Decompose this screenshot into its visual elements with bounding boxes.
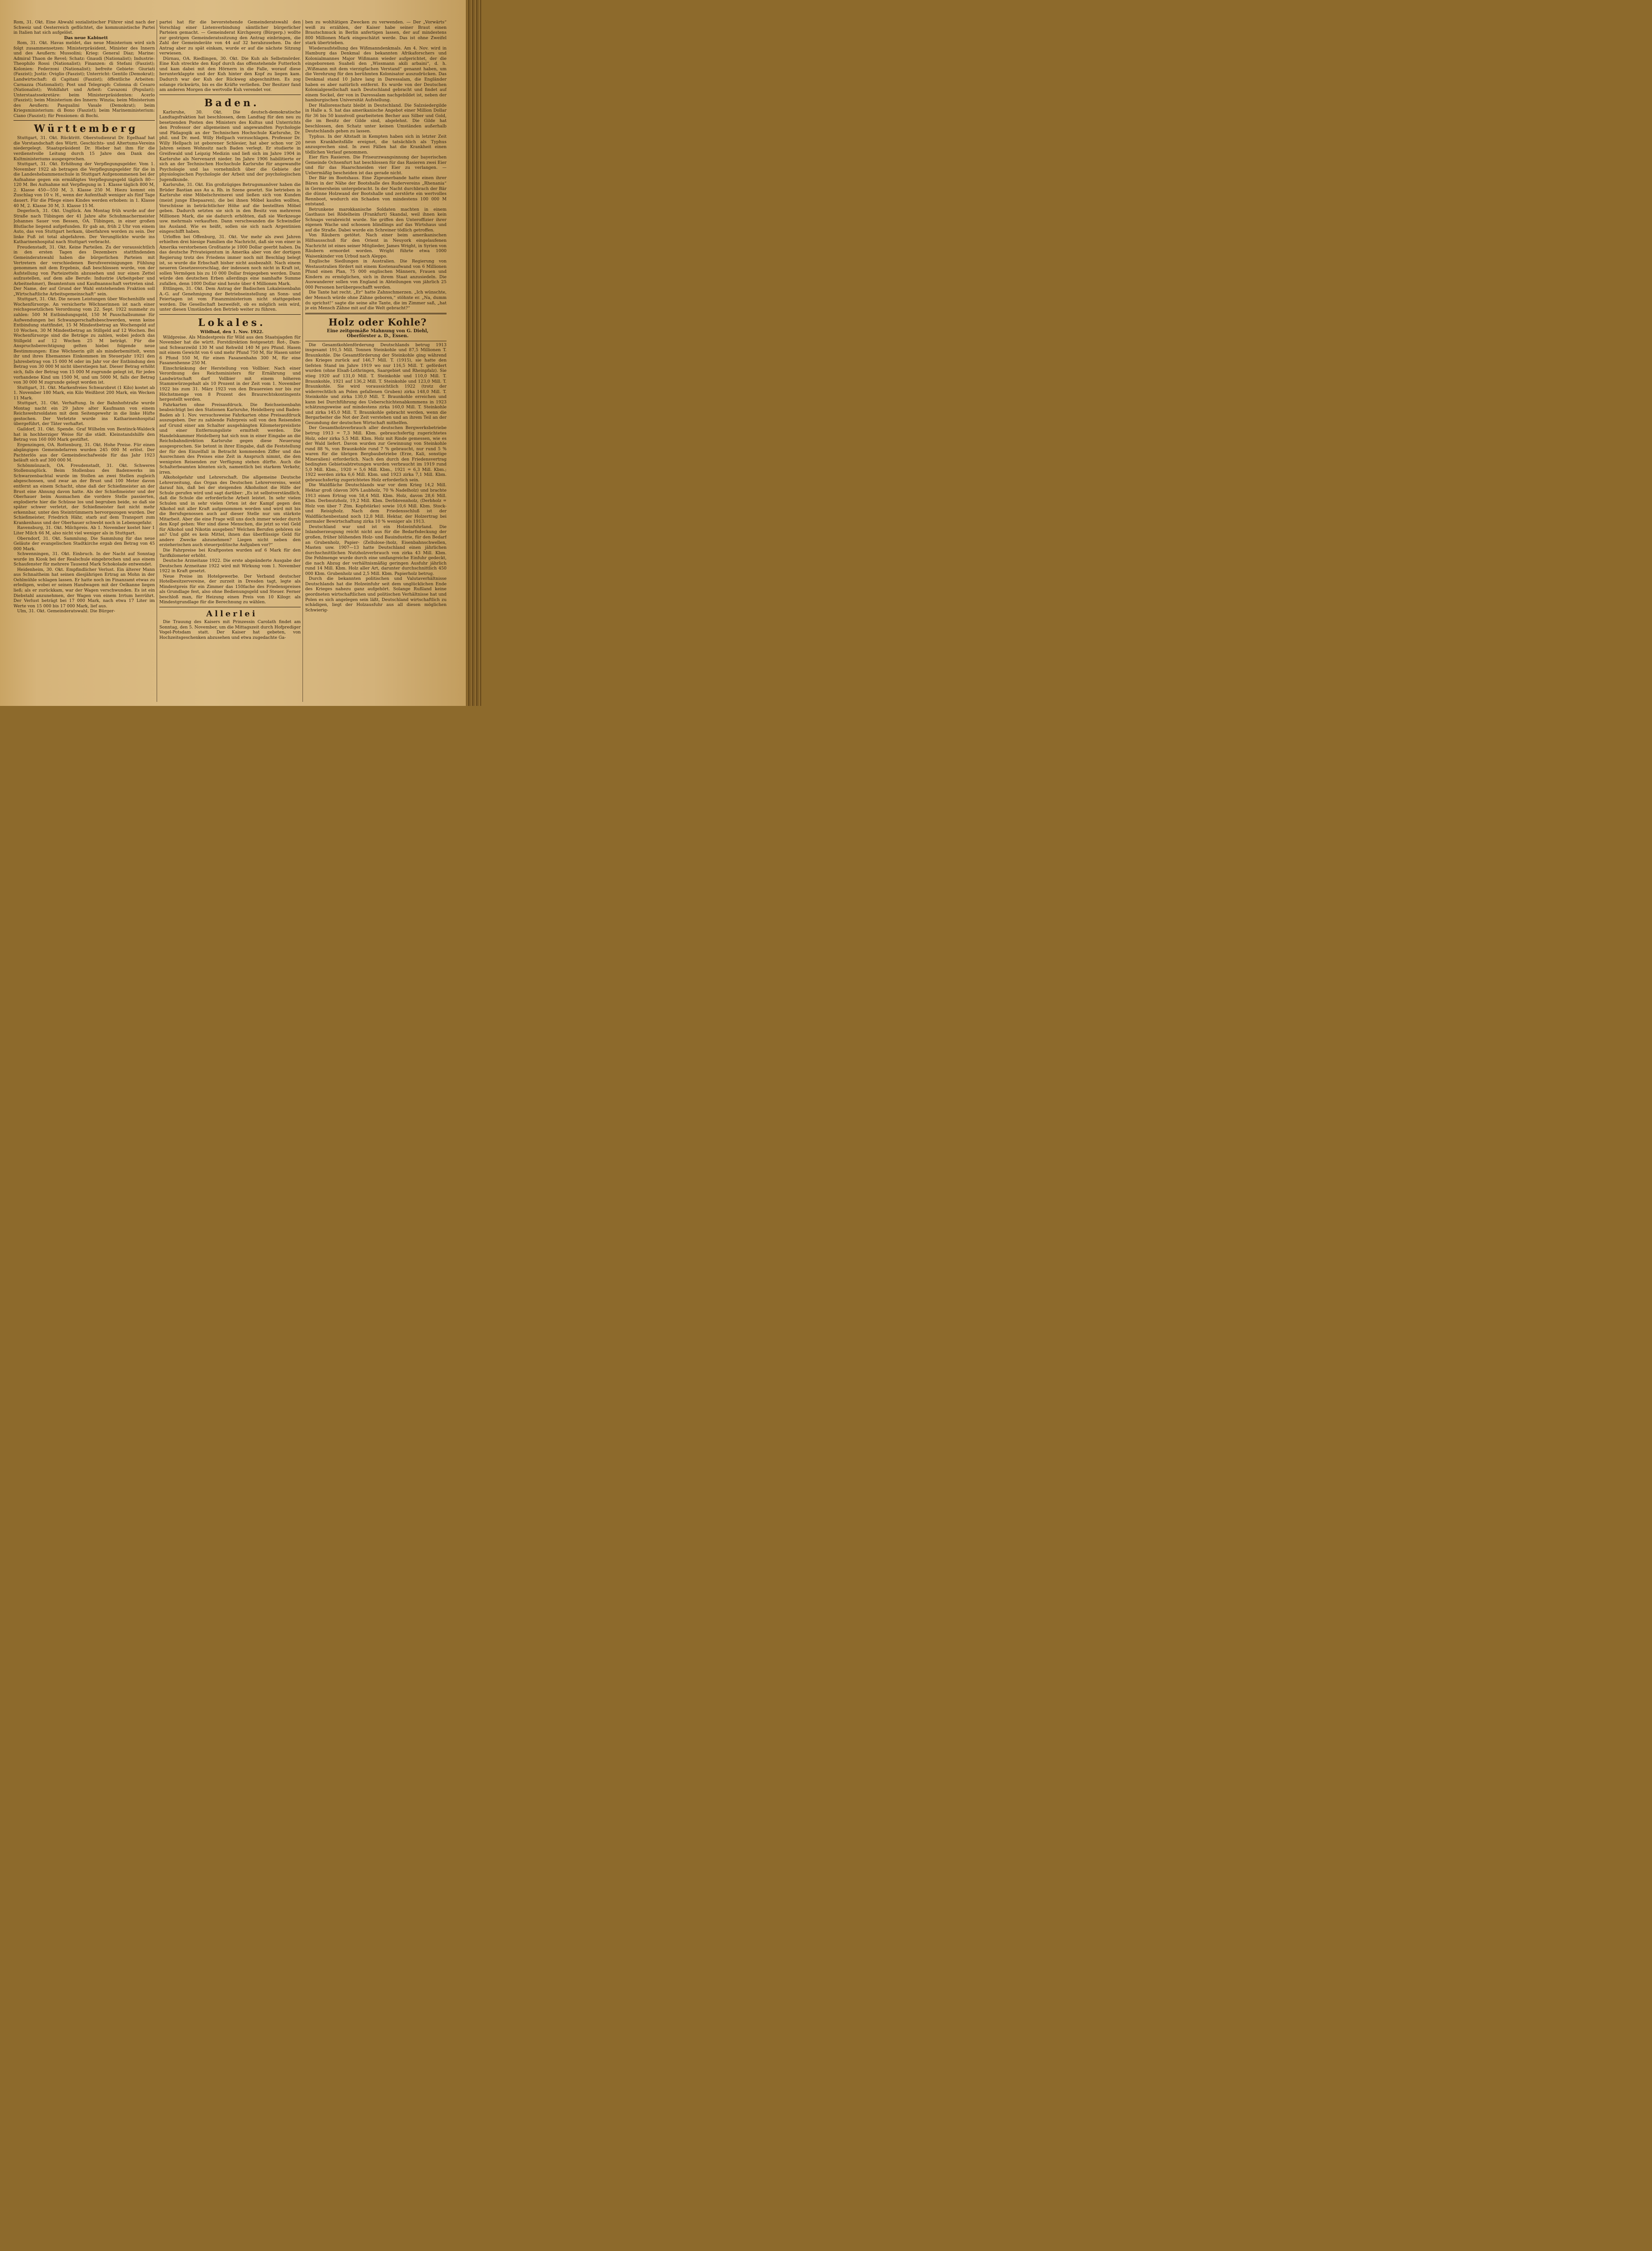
article-paragraph: Wildpreise. Als Mindestpreis für Wild aus den Staatsjagden für November hat die württ. Forstdirektion festgesetzt: Rot-, Dam- und Schwarzwild 130 M und Rehwild 140 M pro Pfund. Hasen mit einem Gewicht von 6 und mehr Pfund 750 M, für Hasen unter 6 Pfund 550 M, für einen Fasanenhahn 300 M, für eine Fasanenhenne 250 M. xyxy=(159,334,301,366)
section-heading-lokales: Lokales. xyxy=(198,316,266,329)
article-paragraph: Schönmünzach, OA. Freudenstadt, 31. Okt. Schweres Stollenunglück. Beim Stollenbau des Badenwerks im Schwarzenbachtal wurde im Stollen an zwei Stellen zugleich abgeschossen, und zwar an der Brust und 100 Meter davon entfernt an einem Schacht, ohne daß der Schießmeister an der Brust eine Ahnung davon hatte. Als der Schießmeister und der Oberhauer beim Ausmachen die vordere Stelle passierten, explodierte hier die Schüsse los und begruben beide, so daß sie später schwer verletzt, der Schießmeister fast nicht mehr erkennbar, unter den Steintrümmern hervorgezogen wurden. Der Schießmeister, Friedrich Hähr, starb auf dem Transport zum Krankenhaus und der Oberhauer schwebt noch in Lebensgefahr. xyxy=(14,463,155,525)
article-paragraph: Neue Preise im Hotelgewerbe. Der Verband deutscher Hotelbesitzervereine, der zurzeit in Dresden tagt, legte als Mindestpreis für ein Zimmer das 150fache des Friedenspreises als Grundlage fest, also ohne Bedienungsgeld und Steuer. Ferner beschloß man, für Heizung einen Preis von 10 Kilogr. als Mindestgrundlage für die Berechnung zu wählen. xyxy=(159,574,301,605)
article-paragraph: Oberndorf, 31. Okt. Sammlung. Die Sammlung für das neue Geläute der evangelischen Stadtkirche ergab den Betrag von 45 000 Mark. xyxy=(14,536,155,551)
article-paragraph: Englische Siedlungen in Australien. Die Regierung von Westaustralien fördert mit einem Kostenaufwand von 6 Millionen Pfund einen Plan, 75 000 englischen Männern, Frauen und Kindern zu ermöglichen, sich in ihrem Staat anzusiedeln. Die Auswanderer sollen von England in Abteilungen von jährlich 25 000 Personen herübergeschafft werden. xyxy=(305,259,447,290)
newspaper-page xyxy=(0,0,466,706)
subheading: Das neue Kabinett xyxy=(64,35,108,41)
article-paragraph: Die Waldfläche Deutschlands war vor dem Krieg 14,2 Mill. Hektar groß (davon 30% Laubholz, 70 % Nadelholz) und brachte 1913 einen Ertrag von 58,4 Mill. Kbm. Holz, davon 28,6 Mill. Kbm. Derbnutzholz, 19,2 Mill. Kbm. Derbbrennholz, (Derbholz = Holz von über 7 Ztm. Kopfstärke) sowie 10,6 Mill. Kbm. Stock- und Reisigholz. Nach dem Friedensschluß ist der Waldflächenbestand noch 12,8 Mill. Hektar, der Holzertrag bei normaler Bewirtschaftung zirka 10 % weniger als 1913. xyxy=(305,483,447,524)
article-paragraph: Die Tante hat recht. „Er“ hatte Zahnschmerzen. „Ich wünschte, der Mensch würde ohne Zähne geboren,“ stöhnte er. „Na, dumm du sprichst!“ sagte die seine alte Tante, die im Zimmer saß, „hat je ein Mensch Zähne mit auf die Welt gebracht?“ xyxy=(305,290,447,311)
article-paragraph: Betrunkene marokkanische Soldaten machten in einem Gasthaus bei Rödelheim (Frankfurt) Skandal, weil ihnen kein Schnaps verabreicht wurde. Sie griffen den Unteroffizier ihrer eigenen Wache und schossen blindlings auf das Wirtshaus und auf die Straße. Dabei wurde ein Schreiner tödlich getroffen. xyxy=(305,207,447,233)
article-paragraph: Stuttgart, 31. Okt. Erhöhung der Verpflegungsgelder. Vom 1. November 1922 ab betragen die Verpflegungsgelder für die in die Landeshebammenschule in Stuttgart Aufgenommenen bei der Aufnahme gegen ein ermäßigtes Verpflegungsgeld täglich 80—120 M. Bei Aufnahme mit Verpflegung in 1. Klasse täglich 800 M, 2. Klasse 450—550 M, 3. Klasse 250 M. Hiezu kommt ein Zuschlag von 10 v. H., wenn der Aufenthalt weniger als fünf Tage dauert. Für die Pflege eines Kindes werden erhoben: in 1. Klasse 40 M, 2. Klasse 30 M, 3. Klasse 15 M. xyxy=(14,162,155,208)
article-paragraph: Die Trauung des Kaisers mit Prinzessin Carolath findet am Sonntag, den 5. November, um die Mittagszeit durch Hofprediger Vogel-Potsdam statt. Der Kaiser hat gebeten, von Hochzeitsgeschenken abzusehen und etwa zugedachte Ga- xyxy=(159,619,301,640)
column-3 xyxy=(305,20,447,704)
article-paragraph: Karlsruhe, 31. Okt. Ein großzügiges Betrugsmanöver haben die Brüder Bastian aus Au a. Rh. in Szene gesetzt. Sie betrieben in Karlsruhe eine Möbelschreinerei und ließen sich von Kunden (meist junge Ehepaaren), die bei ihnen Möbel kaufen wollten, Vorschüsse in beträchtlicher Höhe auf die bestellten Möbel geben. Dadurch setzten sie sich in den Besitz von mehreren Millionen Mark, die sie dadurch erhöhten, daß sie Werkzeuge usw. mehrmals verkauften. Dann verschwanden die Schwindler ins Ausland. Wie es heißt, sollen sie sich nach Argentinien eingeschifft haben. xyxy=(159,182,301,235)
article-paragraph: Deutschland war und ist ein Holzeinfuhrland. Die Inlandserzeugung reicht nicht aus für die Bedarfsdeckung der großen, früher blühenden Holz- und Bauindustrie, für den Bedarf an Grubenholz, Papier- (Zellulose-)holz, Eisenbahnschwellen, Masten usw. 1907—13 hatte Deutschland einen jährlichen durchschnittlichen Nutzholzverbrauch von zirka 43 Mill. Kbm. Die Fehlmenge wurde durch eine umfangreiche Einfuhr gedeckt, die nach Abzug der verhältnismäßig geringen Ausfuhr jährlich rund 14 Mill. Kbm. Holz aller Art, darunter durchschnittlich 450 000 Kbm. Grubenholz und 2,5 Mill. Kbm. Papierholz betrug. xyxy=(305,524,447,576)
column-1 xyxy=(14,20,155,704)
column-2 xyxy=(159,20,301,704)
article-paragraph: Typhus. In der Altstadt in Kempten haben sich in letzter Zeit neun Krankheitsfälle ereignet, die tatsächlich als Typhus anzusprechen sind. In zwei Fällen hat die Krankheit einen tödlichen Verlauf genommen. xyxy=(305,134,447,155)
article-paragraph: Von Räubern getötet. Nach einer beim amerikanischen Hilfsausschuß für den Orient in Neuyork eingelaufenen Nachricht ist eines seiner Mitglieder, James Wright, in Syrien von Räubern ermordet worden. Wright führte etwa 1000 Waisenkinder von Urbud nach Aleppo. xyxy=(305,233,447,259)
article-paragraph: Fahrkarten ohne Preisaufdruck. Die Reichseisenbahn beabsichtigt bei den Stationen Karlsruhe, Heidelberg und Baden-Baden ab 1. Nov. versuchsweise Fahrkarten ohne Preisaufdruck auszugeben. Der zu zahlende Fahrpreis soll von den Reisenden auf Grund einer am Schalter ausgehängten Kilometerpreisliste und einer Entfernungsliste ermittelt werden. Die Handelskammer Heidelberg hat sich nun in einer Eingabe an die Reichsbahndirektion Karlsruhe gegen diese Neuerung ausgesprochen. Sie betont in ihrer Eingabe, daß die Feststellung der für den Einzelfall in Betracht kommenden Ziffer und das Ausrechnen des Preises eine Zeit in Anspruch nimmt, die den wenigsten Reisenden zur Verfügung stehen dürfte. Auch die Schalterbeamten könnten sich, namentlich bei starkem Verkehr, irren. xyxy=(159,402,301,475)
divider xyxy=(305,313,447,314)
article-paragraph: Heidenheim, 30. Okt. Empfindlicher Verlust. Ein älterer Mann aus Schnaitheim hat seinen diesjährigen Ertrag an Mohn in der Oehlmühle schlagen lassen. Er hatte noch im Finanzamt etwas zu erledigen, wobei er seinen Handwagen mit der Oelkanne liegen ließ; als er zurückkam, war der Wagen verschwunden. Es ist ein Diebstahl anzunehmen, der Wagen von einem Irrtum herrührt. Der Verlust beträgt bei 17 000 Mark, nach etwa 17 Liter im Werte von 15 000 bis 17 000 Mark, lief aus. xyxy=(14,567,155,609)
article-paragraph: Ettlingen, 31. Okt. Dem Antrag der Badischen Lokaleisenbahn A.-G. auf Genehmigung der Betriebseinstellung an Sonn- und Feiertagen ist vom Finanzministerium nicht stattgegeben worden. Die Gesellschaft bezweifelt, ob es möglich sein wird, unter diesen Umständen den Betrieb weiter zu führen. xyxy=(159,286,301,312)
article-paragraph: Durch die bekannten politischen und Valutaverhältnisse Deutschlands hat die Holzeinfuhr seit dem unglücklichen Ende des Krieges nahezu ganz aufgehört. Solange Rußland keine geordneten wirtschaftlichen und politischen Verhältnisse hat und Polen es sich angelegen sein läßt, Deutschland wirtschaftlich zu schädigen, liegt der Holzausfuhr aus all diesen möglichen Schwierig- xyxy=(305,576,447,613)
divider xyxy=(14,120,155,121)
book-binding-edge xyxy=(466,0,481,706)
article-paragraph: partei hat für die bevorstehende Gemeinderatswahl den Vorschlag einer Listenverbindung sämtlicher bürgerlicher Parteien gemacht. — Gemeinderat Kirchgeorg (Bürgerp.) wollte zur gestrigen Gemeinderatssitzung den Antrag einbringen, die Zahl der Gemeinderäte von 44 auf 32 herabzusehen. Da der Antrag aber zu spät einkam, wurde er auf die nächste Sitzung verwiesen. xyxy=(159,20,301,56)
article-paragraph: Die Fahrpreise bei Kraftposten wurden auf 6 Mark für den Tarifkilometer erhöht. xyxy=(159,547,301,558)
article-paragraph: Gaildorf, 31. Okt. Spende. Graf Wilhelm von Bentinck-Waldeck hat in hochherziger Weise für die städt. Kleinstandshilfe den Betrag von 160 000 Mark gestiftet. xyxy=(14,427,155,443)
article-paragraph: Urloffen bei Offenburg, 31. Okt. Vor mehr als zwei Jahren erhielten drei hiesige Familien die Nachricht, daß sie von einer in Amerika verstorbenen Großtante je 1000 Dollar geerbt haben. Da das deutsche Privateigentum in Amerika aber von der dortigen Regierung trotz des Friedens immer noch mit Beschlag belegt ist, so wurde die Erbschaft bisher nicht ausbezahlt. Nach einem neueren Gesetzesvorschlag, der indessen noch nicht in Kraft ist, sollen Vermögen bis zu 10 000 Dollar freigegeben werden. Dann würde den deutschen Erben allerdings eine namhafte Summe zufallen, denn 1000 Dollar sind heute über 4 Millionen Mark. xyxy=(159,234,301,286)
article-paragraph: Alkoholgefahr und Lehrerschaft. Die allgemeine Deutsche Lehrerzeitung, das Organ des Deutschen Lehrervereins, weist darauf hin, daß bei der steigenden Alkoholnot die Hilfe der Schule gerufen wird und sagt darüber: „Es ist selbstverständlich, daß die Schule die erforderliche Arbeit leistet. In sehr vielen Schulen und in sehr vielen Orten ist der Kampf gegen den Alkohol mit aller Kraft aufgenommen worden und wird mit bis die Berufsgenossen auch auf dieser Stelle nur um stärkste Mitarbeit. Aber die eine Frage will uns doch immer wieder durch den Kopf gehen: Wer sind diese Menschen, die jetzt so viel Geld für Alkohol und Nikotin ausgeben? Welchen Berufen gehören sie an? Und gibt es kein Mittel, ihnen das überflüssige Geld für andere Zwecke abzunehmen? Liegen nicht neben den erzieherischen auch steuerpolitische Aufgaben vor?“ xyxy=(159,475,301,548)
article-paragraph: Stuttgart, 31. Okt. Markenfreies Schwarzbrot (1 Kilo) kostet ab 1. November 180 Mark, ein Kilo Weißbrot 200 Mark, ein Wecken 11 Mark. xyxy=(14,385,155,401)
column-rule xyxy=(302,20,303,702)
article-paragraph: Degerloch, 31. Okt. Unglück. Am Montag früh wurde auf der Straße nach Tübingen der 41 Jahre alte Schuhmachermeister Johannes Sauer von Bessen, OA. Tübingen, in einer großen Blutlache liegend aufgefunden. Er gab an, früh 2 Uhr von einem Auto, das von Stuttgart herkam, überfahren worden zu sein. Der linke Fuß ist total abgefahren. Der Verunglückte wurde ins Katharinenhospital nach Stuttgart verbracht. xyxy=(14,208,155,245)
article-paragraph: ben zu wohltätigen Zwecken zu verwenden. — Der „Vorwärts“ weiß zu erzählen, der Kaiser habe seiner Braut einen Brautschmuck in Berlin anfertigen lassen, der auf mindestens 800 Millionen Mark eingeschätzt werde. Das ist ohne Zweifel stark übertrieben. xyxy=(305,20,447,46)
article-paragraph: Ergenzingen, OA. Rottenburg, 31. Okt. Hohe Preise. Für einen abgängigen Gemeindefarren wurden 245 000 M erlöst. Der Pachterlös aus der Gemeindeschafweide für das Jahr 1923 beläuft sich auf 300 000 M. xyxy=(14,442,155,463)
article-byline: Oberförster a. D., Essen. xyxy=(347,334,409,339)
article-title-holz-oder-kohle: Holz oder Kohle? xyxy=(328,316,427,328)
article-paragraph: Wiederaufstellung des Wißmanndenkmals. Am 4. Nov. wird in Hamburg das Denkmal des bekannten Afrikaforschers und Kolonialmannes Major Wißmann wieder aufgerichtet, der die eingeborenen Suaheli den „Wissmann akili arbaini“, d. h. „Wißmann mit dem vierzigfachen Verstand“ genannt haben, um die Verehrung für den berühmten Kolonisator auszudrücken. Das Denkmal stand 10 Jahre lang in Daressalam, die Engländer haben es aber natürlich entfernt. Es wurde von der Deutschen Kolonialgesellschaft nach Deutschland gebracht und findet auf einem Sockel, der von in Daressalam nachgebildet ist, neben der hamburgischen Universität Aufstellung. xyxy=(305,45,447,103)
article-paragraph: Rom, 31. Okt. Havas meldet, das neue Ministerium wird sich folgt zusammensetzen: Ministerpräsident, Minister des Innern und des Aeußern: Mussolini; Krieg: General Diaz; Marine: Admiral Thaon de Revel; Schatz: Gnaudi (Nationalist); Industrie: Theophilo Rossi (Nationalist); Finanzen: di Stefani (Faszist); Kolonien: Federzoni (Nationalist); befreite Gebiete: Giuriati (Faszist); Justiz: Oviglio (Faszist); Unterricht: Gentilo (Demokrat); Landwirtschaft: di Capitani (Faszist); öffentliche Arbeiten: Carnazza (Nationalist); Post und Telegraph: Colonna di Cesaro (Nationalist); Wohlfahrt und Arbeit: Cavazoni (Populari); Unterstaatssekretäre: beim Ministerpräsidenten: Acerlo (Faszist); beim Ministerium des Innern: Winzia; beim Ministerium des Aeußern: Pasqualini Vasale (Demokrat); beim Kriegsministerium: di Bono (Faszist); beim Marineministerium: Ciano (Faszist); für Pensionen: di Bochi. xyxy=(14,41,155,118)
article-paragraph: Stuttgart, 31. Okt. Rücktritt. Oberstudienrat Dr. Egelhaaf hat die Vorstandschaft des Württ. Geschichts- und Altertums-Vereins niedergelegt. Staatspräsident Dr. Hieber hat ihm für die verdienstvolle Leitung durch 15 Jahre den Dank des Kultministeriums ausgesprochen. xyxy=(14,136,155,162)
article-paragraph: Der Gesamtholzverbrauch aller deutschen Bergwerksbetriebe betrug 1913 = 7,3 Mill. Kbm. gebrauchsfertig zugerichtetes Holz, oder zirka 5,5 Mill. Kbm. Holz mit Rinde gemessen, wie es der Wald liefert. Davon wurden zur Gewinnung von Steinkohle rund 88 %, von Braunkohle rund 7 % gebraucht, nur rund 5 % waren für die übrigen Bergbaubetriebe (Erze, Kali, sonstige Mineralien) erforderlich. Nach den durch den Friedensvertrag bedingten Gebietsabtretungen wurden verbraucht im 1919 rund 5,0 Mill. Kbm., 1920 = 5,6 Mill. Kbm., 1921 = 6,3 Mill. Kbm.; 1922 werden zirka 6,6 Mill. Kbm. und 1923 zirka 7,1 Mill. Kbm. gebrauchsfertig zugerichtetes Holz erforderlich sein. xyxy=(305,425,447,483)
article-paragraph: Rom, 31. Okt. Eine Abwahl sozialistischer Führer sind nach der Schweiz und Oesterreich geflüchtet, die kommunistische Partei in Italien hat sich aufgelöst. xyxy=(14,20,155,36)
divider xyxy=(159,314,301,315)
article-paragraph: Freudenstadt, 31. Okt. Keine Parteilen. Zu der voraussichtlich in den ersten Tagen des Dezembers stattfindenden Gemeinderatswahl haben die bürgerlichen Parteien mit Vertretern der verschiedenen Berufsvereinigungen Fühlung genommen mit dem Ergebnis, daß beschlossen wurde, von der Aufstellung von Parteizetteln abzusehen und nur einen Zettel aufzustellen, auf dem alle Berufe: Industrie (Arbeitgeber und Arbeitnehmer), Beamtentum und Kaufmannschaft vertreten sind. Der Name, der auf Grund der Wahl entstehenden Fraktion soll „Wirtschaftliche Arbeitsgemeinschaft“ sein. xyxy=(14,244,155,297)
article-paragraph: Deutsche Arzneitaxe 1922. Die erste abgeänderte Ausgabe der Deutschen Arzneitaxe 1922 wird mit Wirkung vom 1. November 1922 in Kraft gesetzt. xyxy=(159,558,301,574)
article-paragraph: Dürnau, OA. Riedlingen, 30. Okt. Die Kuh als Selbstmörder. Eine Kuh streckte den Kopf durch das offenstehende Futterloch und kam dabei mit den Hörnern in die Falle, worauf diese herunterklappte und der Kuh hinter den Kopf zu liegen kam. Dadurch war der Kuh der Rückweg abgeschnitten. Es zog solange rückwärts, bis es die Kräfte verließen. Der Besitzer fand am anderen Morgen die wertvolle Kuh verendet vor. xyxy=(159,56,301,93)
article-paragraph: Ravensburg, 31. Okt. Milchpreis. Ab 1. November kostet hier 1 Liter Milch 66 M, also nicht viel weniger als in Stuttgart. xyxy=(14,525,155,536)
article-paragraph: Stuttgart, 31. Okt. Die neuen Leistungen über Wochenhilfe und Wochenfürsorge. An versicherte Wöchnerinnen ist nach einer reichsgesetzlichen Verordnung vom 22. Sept. 1922 nunmehr zu zahlen: 500 M Entbindungsgeld, 150 M Pauschallsumme für Aufwendungen bei Schwangerschaftsbeschwerden, wenn keine Entbindung stattfindet, 15 M Mindestbetrag an Wochengeld auf 10 Wochen, 30 M Mindestbetrag an Stillgeld auf 12 Wochen. Bei Wochenfürsorge sind die Beträge zu zahlen, wobei jedoch das Stillgeld auf 12 Wochen 25 M beträgt. Für die Anspruchsberechtigung gelten hiebei folgende neue Bestimmungen: Eine Wöchnerin gilt als minderbemittelt, wenn ihr und ihres Ehemannes Einkommen im Steuerjahr 1921 den Jahresbetrag von 15 000 M oder im Jahr vor der Entbindung den Betrag von 30 000 M nicht überstiegen hat. Dieser Betrag erhöht sich, falls der Betrag von 15 000 M zugrunde gelegt ist, für jedes vorhandene Kind um 1500 M, und um 5000 M, falls der Betrag von 30 000 M zugrunde gelegt worden ist. xyxy=(14,297,155,385)
article-subtitle: Eine zeitgemäße Mahnung von G. Diehl, xyxy=(327,328,429,334)
article-paragraph: Eier fürs Rasieren. Die Friseurzwangsinnung der bayerischen Gemeinde Ochsenfurt hat beschlossen für das Rasieren zwei Eier und für das Haarschneiden vier Eier zu verlangen. — Uebermäßig bescheiden ist das gerade nicht. xyxy=(305,155,447,176)
article-paragraph: Ulm, 31. Okt. Gemeinderatswahl. Die Bürger- xyxy=(17,609,115,614)
section-heading-allerlei: Allerlei xyxy=(206,609,257,619)
article-paragraph: Der Bär im Bootshaus. Eine Zigeunerbande hatte einen ihrer Bären in der Nähe der Bootshalle des Rudervereins „Rhenania“ in Germersheim untergebracht. In der Nacht durchbrach der Bär die dünne Holzwand der Bootshalle und zerstörte ein wertvolles Rennboot, wodurch ein Schaden von mindestens 100 000 M entstand. xyxy=(305,176,447,207)
article-paragraph: Schwenningen, 31. Okt. Einbruch. In der Nacht auf Sonntag wurde im Kiosk bei der Realschule eingebrochen und aus einem Schaufenster für mehrere Tausend Mark Schokolade entwendet. xyxy=(14,551,155,567)
article-paragraph: Einschränkung der Herstellung von Vollbier. Nach einer Verordnung des Reichsministers für Ernährung und Landwirtschaft darf Vollbier mit einem höheren Stammwürzegehalt als 10 Prozent in der Zeit vom 1. November 1922 bis zum 31. März 1923 von den Brauereien nur bis zur Höchstmenge von 8 Prozent des Braurechtskontingents hergestellt werden. xyxy=(159,366,301,402)
article-paragraph: Der Hallorenschatz bleibt in Deutschland. Die Salzsiedergilde in Halle a. S. hat das amerikanische Angebot einer Million Dollar für 36 bis 50 kunstvoll gearbeiteten Becher aus Silber und Gold, die im Besitz der Gilde sind, abgelehnt. Die Gilde hat beschlossen, den Schatz unter keinen Umständen außerhalb Deutschlands gehen zu lassen. xyxy=(305,103,447,134)
section-heading-baden: Baden. xyxy=(204,97,259,109)
article-paragraph: Stuttgart, 31. Okt. Verhaftung. In der Bahnhofstraße wurde Montag nacht ein 29 Jahre alter Kaufmann von einem Reichswehrsoldaten mit dem Seitengewehr in die linke Hüfte gestochen. Der Verletzte wurde ins Katharinenhospital übergeführt, der Täter verhaftet. xyxy=(14,401,155,427)
dateline: Wildbad, den 1. Nov. 1922. xyxy=(200,329,264,334)
article-paragraph: Karlsruhe, 30. Okt. Die deutsch-demokratische Landtagsfraktion hat beschlossen, dem Landtag für den neu zu besetzenden Posten des Ministers des Kultus und Unterrichts den Professor der allgemeinen und angewandten Psychologie und Pädagogik an der Technischen Hochschule Karlsruhe, Dr. phil. und Dr. med. Willy Hellpach vorzuschlagen. Professor Dr. Willy Hellpach ist geborener Schlesier, hat aber schon vor 20 Jahren seinen Wohnsitz nach Baden verlegt. Er studierte in Greifswald und Leipzig Medizin und ließ sich im Jahre 1904 in Karlsruhe als Nervenarzt nieder. Im Jahre 1906 habilitierte er sich an der Technischen Hochschule Karlsruhe für angewandte Psychologie und las vornehmlich über die Gebiete der physiologischen Psychologie der Arbeit und der psychologischen Jugendkunde. xyxy=(159,109,301,182)
article-paragraph: Die Gesamtkohlenförderung Deutschlands betrug 1913 insgesamt 191,5 Mill. Tonnen Steinkohle und 87,5 Millionen T. Braunkohle. Die Gesamtförderung der Steinkohle ging während des Krieges zurück auf 146,7 Mill. T. (1915), sie hatte den tiefsten Stand im Jahre 1919 wo nur 116,5 Mill. T. gefördert wurden (ohne Elsaß-Lothringen, Saargebiet und Rheinpfalz). Sie stieg 1920 auf 131,0 Mill. T. Steinkohle und 110,0 Mill. T. Braunkohle, 1921 auf 136,2 Mill. T. Steinkohle und 123,0 Mill. T. Braunkohle. Sie wird voraussichtlich 1922 (trotz der widerrechtlich an Polen gefallenen Gruben) zirka 148,0 Mill. T. Steinkohle und zirka 130,0 Mill. T. Braunkohle erreichen und kann bei Durchführung des Ueberschichtenabkommens in 1923 schätzungsweise auf mindestens zirka 160,0 Mill. T. Steinkohle und zirka 145,0 Mill. T. Braunkohle gebracht werden, wenn die Bergarbeiter die Not der Zeit verstehen und an ihrem Teil an der Gesundung der deutschen Wirtschaft mithelfen. xyxy=(305,342,447,425)
section-heading-wuerttemberg: Württemberg xyxy=(34,123,138,135)
